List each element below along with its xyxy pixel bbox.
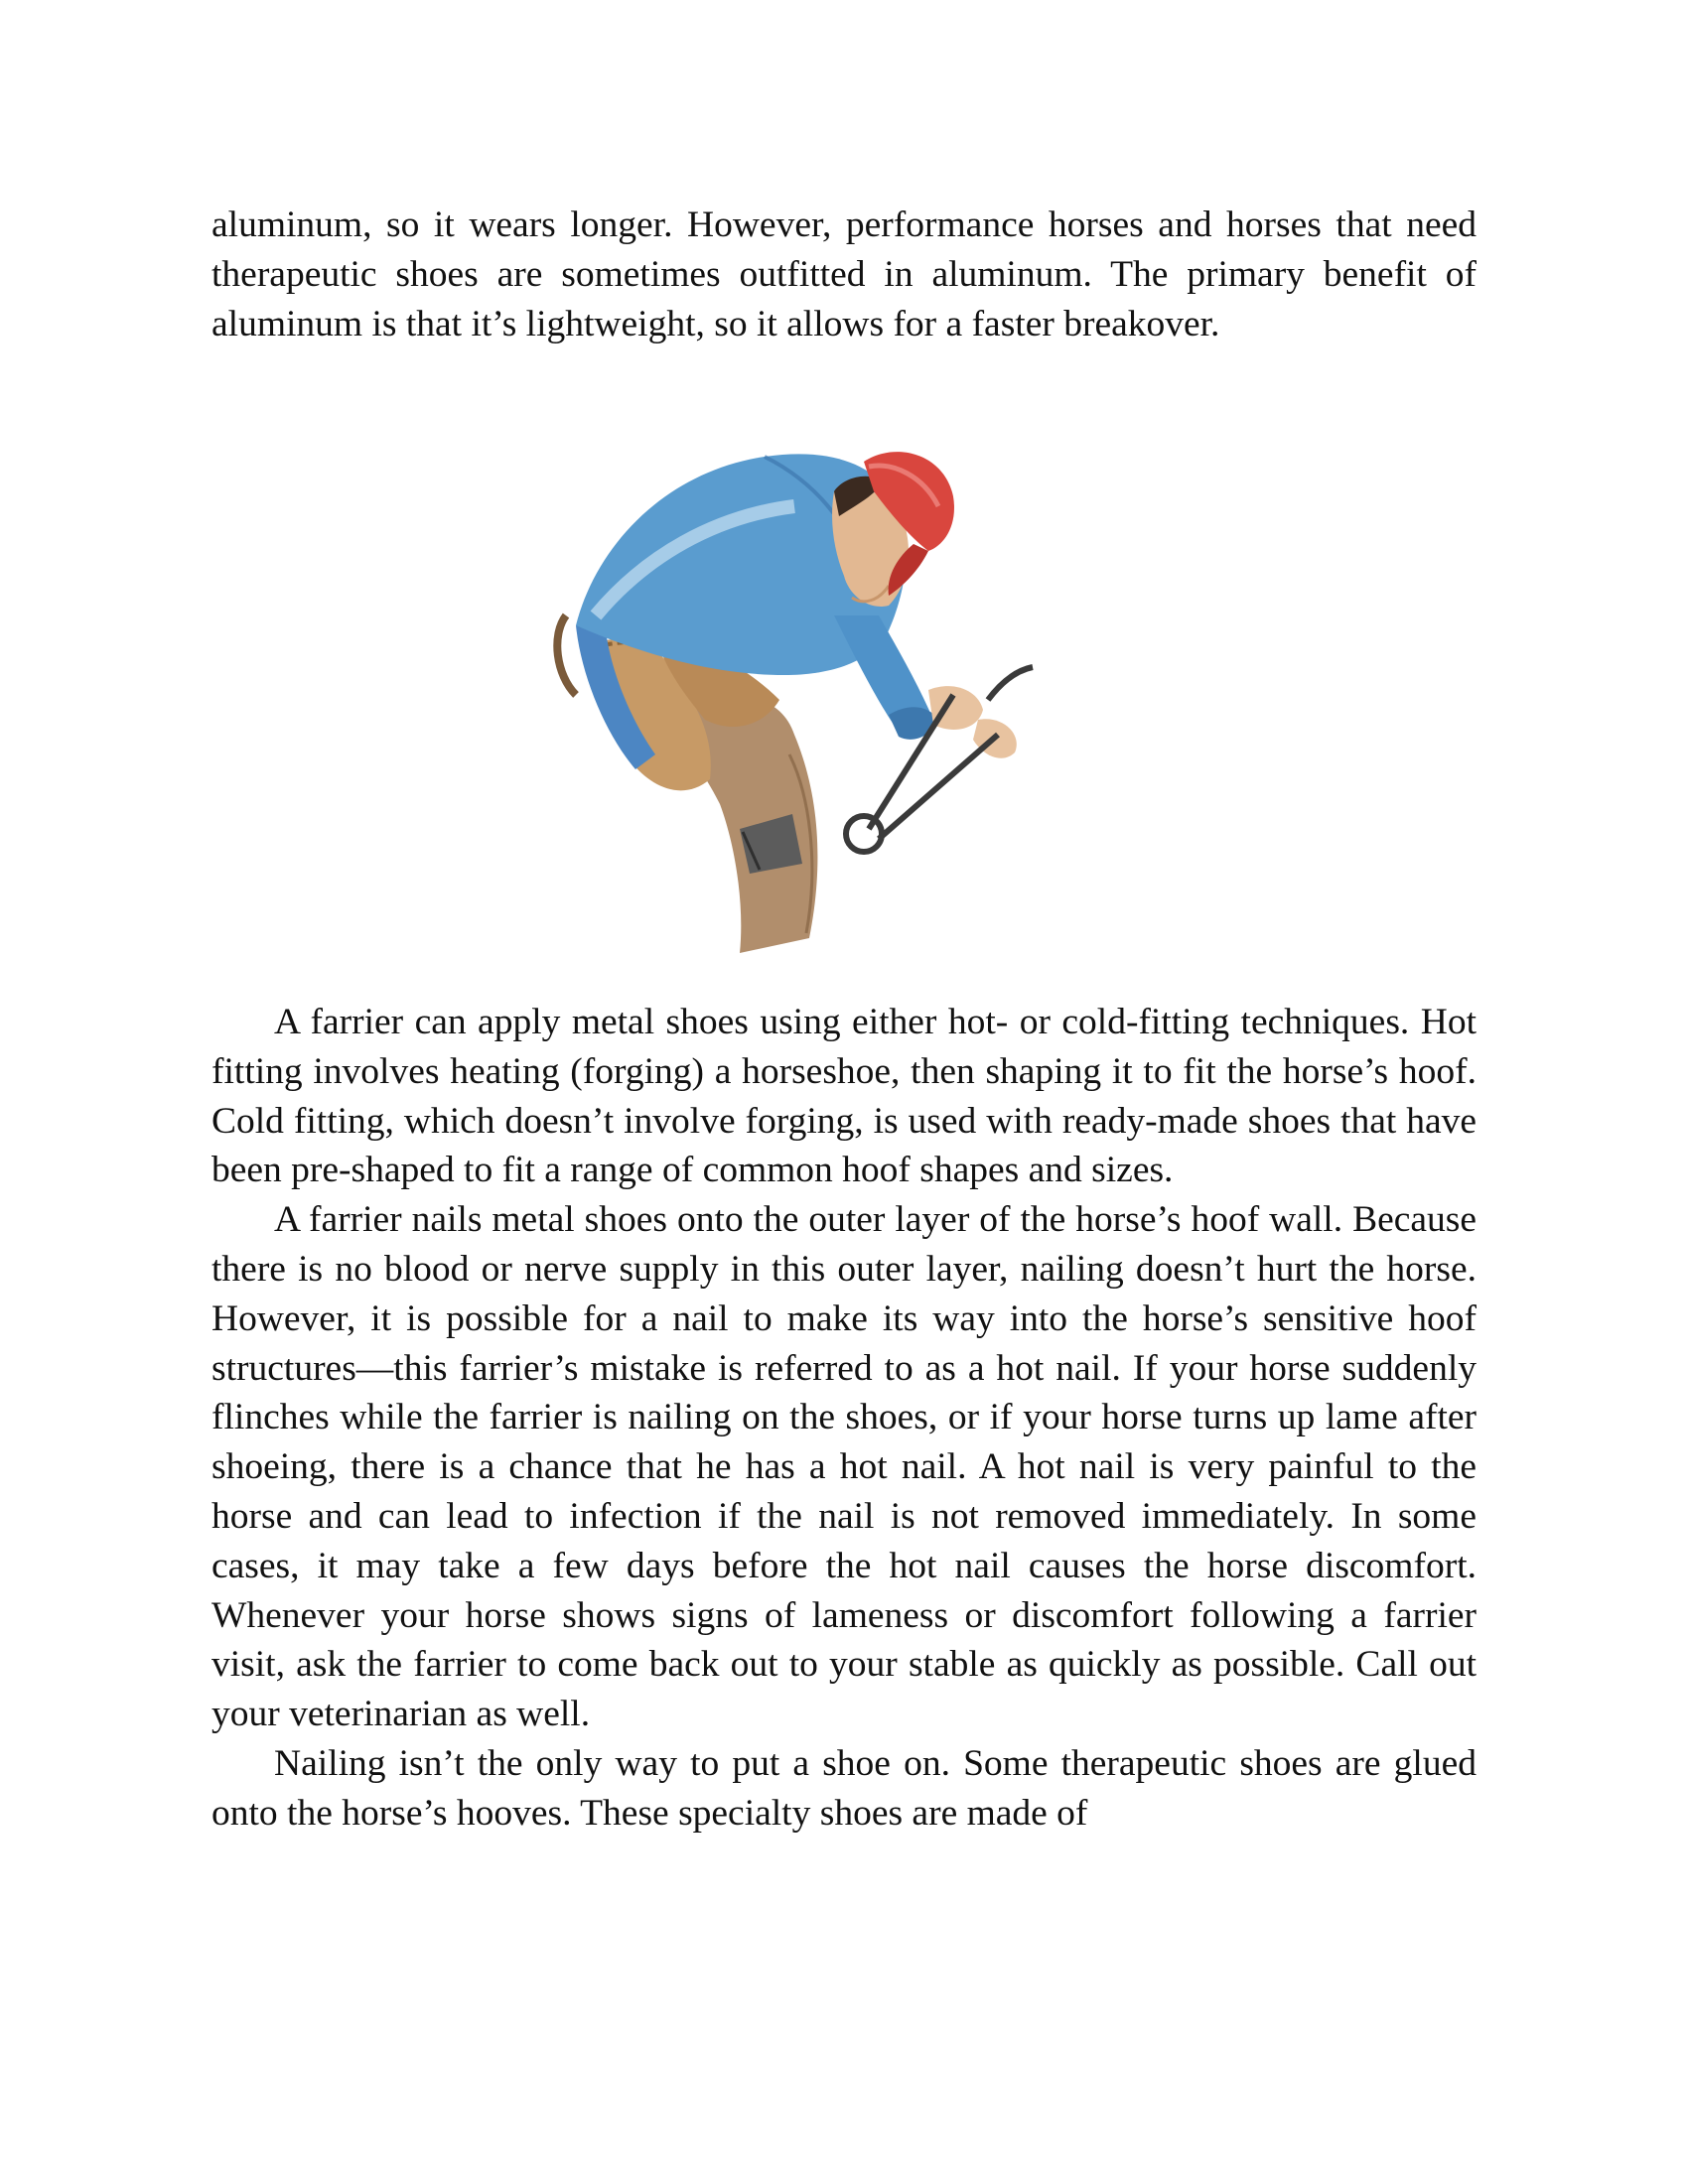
intro-text (211, 201, 1477, 348)
paragraph: Nailing isn’t the only way to put a shoe on. Some therapeutic shoes are glued onto the horse’s hooves. These specialty shoes are made of (211, 1742, 1477, 1834)
paragraph: A farrier nails metal shoes onto the outer layer of the horse’s hoof wall. Because there is no blood or nerve supply in this outer layer, nailing doesn’t hurt the horse. However, it is possible for a nail to make its way into the horse’s sensitive hoof structures—this farrier’s mistake is referred to as a hot nail. If your horse suddenly flinches while the farrier is nailing on the shoes, or if your horse turns up lame after shoeing, there is a chance that he has a hot nail. A hot nail is very painful to the horse and can lead to infection if the nail is not removed immediately. In some cases, it may take a few days before the hot nail causes the horse discomfort. Whenever your horse shows signs of lameness or discomfort following a farrier visit, ask the farrier to come back out to your stable as quickly as possible. Call out your veterinarian as well. (211, 1199, 1477, 1735)
farrier-illustration (536, 437, 1142, 973)
body-text (211, 998, 1477, 1839)
paragraph: A farrier can apply metal shoes using either hot- or cold-fitting techniques. Hot fitting involves heating (forging) a horseshoe, then shaping it to fit the horse’s hoof. Cold fitting, which doesn’t involve forging, is used with ready-made shoes that have been pre-shaped to fit a range of common hoof shapes and sizes. (211, 1002, 1477, 1191)
intro-paragraph: aluminum, so it wears longer. However, performance horses and horses that need therapeutic shoes are sometimes outfitted in aluminum. The primary benefit of aluminum is that it’s lightweight, so it allows for a faster breakover. (211, 205, 1477, 344)
